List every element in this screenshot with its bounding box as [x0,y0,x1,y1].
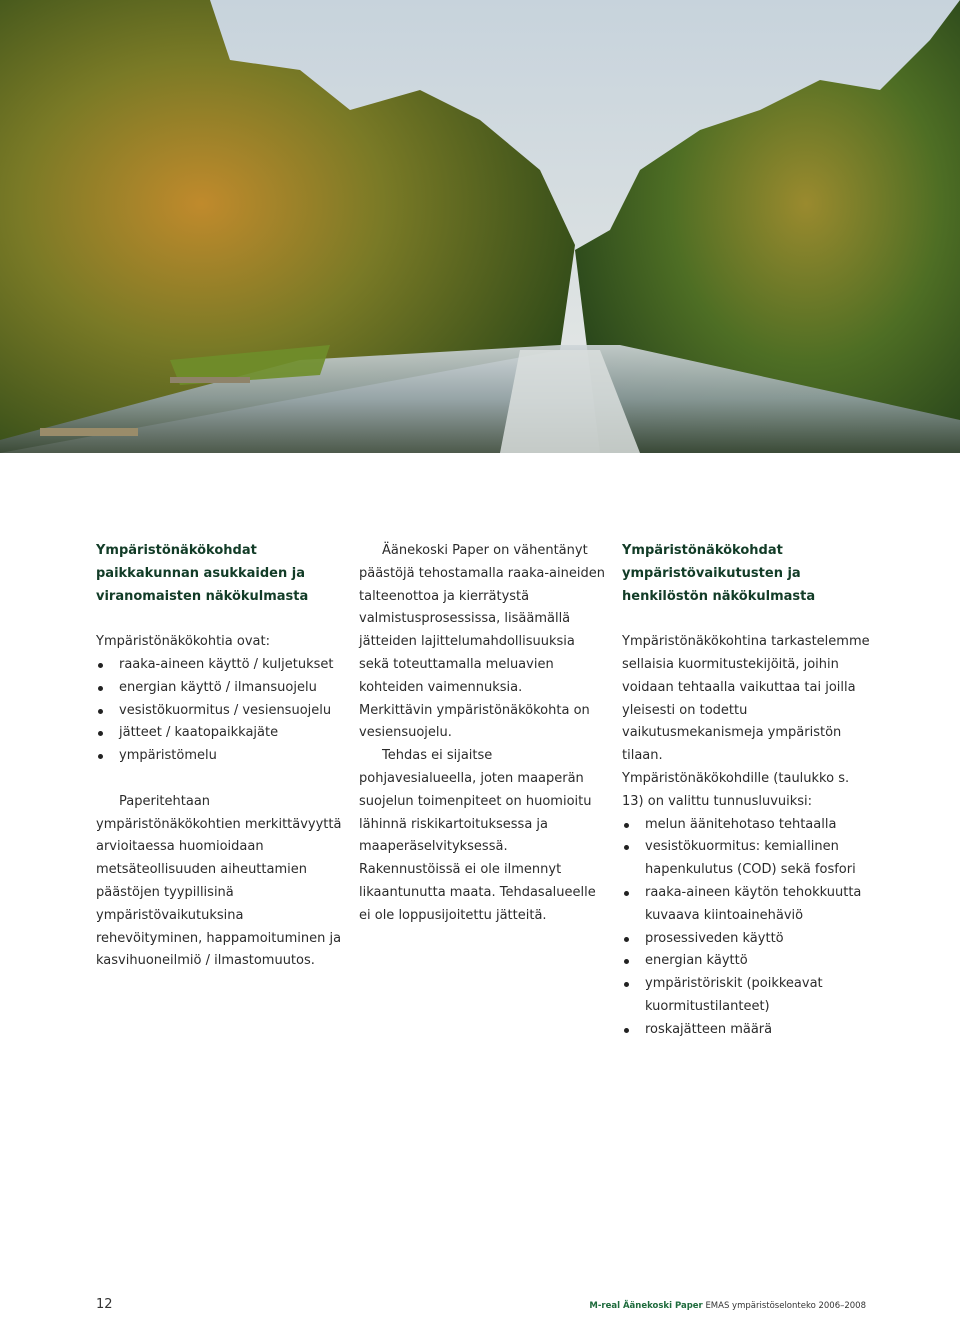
cover-photo-river-landscape [0,0,960,453]
list-item: melun äänitehotaso tehtaalla [622,814,872,837]
column-right [622,540,872,1042]
aspects-intro: Ympäristönäkökohtia ovat: [96,634,270,650]
list-item: energian käyttö / ilmansuojelu [96,677,346,700]
column-left [96,540,346,973]
list-item: ympäristömelu [96,745,346,768]
footer-publication [589,1301,866,1311]
footer-title: EMAS ympäristöselonteko 2006–2008 [705,1301,866,1311]
section-heading-environment-personnel: Ympäristönäkökohdat ympäristövaikutusten ja henkilöstön näkökulmasta [622,543,816,604]
list-item: jätteet / kaatopaikkajäte [96,722,346,745]
indicators-intro: Ympäristönäkökohdille (taulukko s. 13) on valittu tunnusluvuiksi: [622,770,850,809]
significance-paragraph: Paperitehtaan ympäristönäkökohtien merkittävyyttä arvioitaessa huomioidaan metsäteollisuuden aiheuttamien päästöjen tyypillisinä ympäristövaikutuksina rehevöityminen, happamoituminen ja kasvihuoneilmiö / ilmastomuutos. [96,793,342,969]
list-item: raaka-aineen käytön tehokkuutta kuvaava kiintoainehäviö [622,882,872,928]
indicators-list [622,814,872,1042]
page-number: 12 [96,1297,113,1312]
list-item: vesistökuormitus: kemiallinen hapenkulutus (COD) sekä fosfori [622,836,872,882]
list-item: prosessiveden käyttö [622,928,872,951]
footer-brand: M-real Äänekoski Paper [589,1301,703,1311]
emission-reduction-paragraph: Äänekoski Paper on vähentänyt päästöjä tehostamalla raaka-aineiden talteenottoa ja kierrätystä valmistusprosessissa, lisäämällä jätteiden lajittelumahdollisuuksia sekä toteuttamalla meluavien kohteiden vaimennuksia. [359,543,605,695]
list-item: energian käyttö [622,950,872,973]
list-item: roskajätteen määrä [622,1019,872,1042]
list-item: ympäristöriskit (poikkeavat kuormitustilanteet) [622,973,872,1019]
groundwater-paragraph: Tehdas ei sijaitse pohjavesialueella, joten maaperän suojelun toimenpiteet on huomioitu lähinnä riskikartoituksessa ja maaperäselvityksessä. Rakennustöissä ei ole ilmennyt likaantunutta maata. Tehdasalueelle ei ole loppusijoitettu jätteitä. [359,748,596,923]
river-forest-illustration [0,0,960,453]
list-item: raaka-aineen käyttö / kuljetukset [96,654,346,677]
aspects-list [96,654,346,768]
section-heading-residents-authorities: Ympäristönäkökohdat paikkakunnan asukkaiden ja viranomaisten näkökulmasta [96,543,309,604]
load-factors-paragraph: Ympäristönäkökohtina tarkastelemme sellaisia kuormitustekijöitä, joihin voidaan tehtaalla vaikuttaa tai joilla yleisesti on todettu vaikutusmekanismeja ympäristön tilaan. [622,634,870,764]
page-footer [0,1297,960,1317]
column-middle [359,540,609,928]
water-protection-paragraph: Merkittävin ympäristönäkökohta on vesiensuojelu. [359,702,590,741]
list-item: vesistökuormitus / vesiensuojelu [96,700,346,723]
